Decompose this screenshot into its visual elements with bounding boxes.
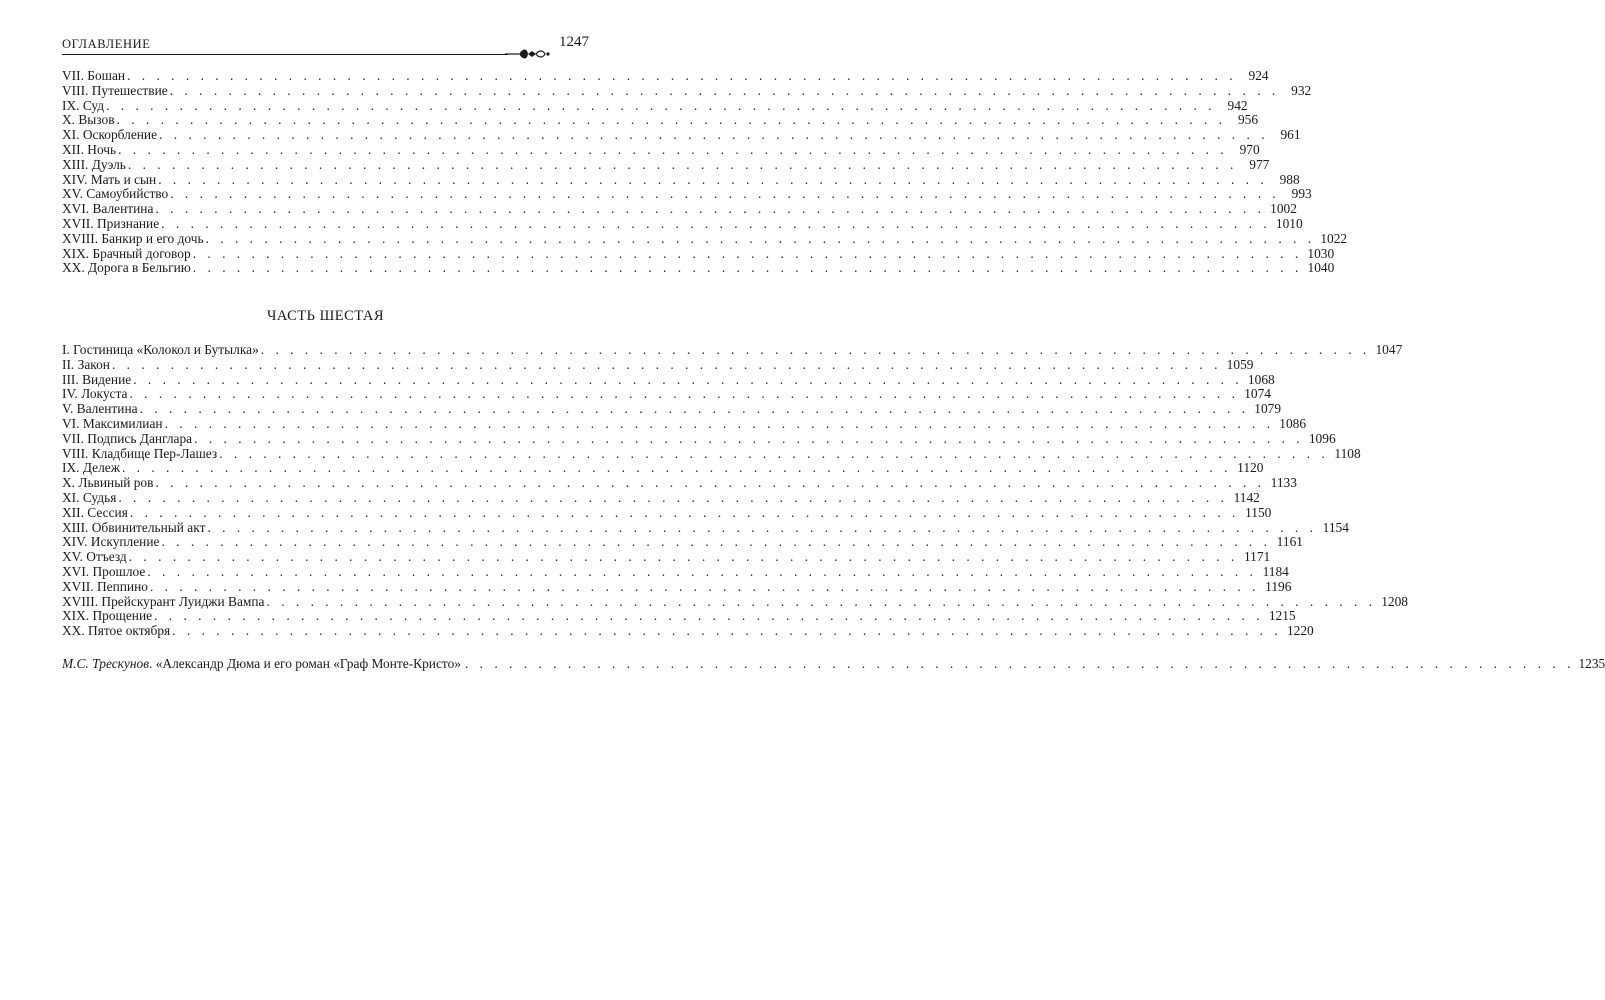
toc-entry-title: VII. Бошан	[62, 68, 126, 83]
epilogue-title: . «Александр Дюма и его роман «Граф Монте-Кристо»	[149, 656, 461, 671]
toc-entry-page: 942	[1227, 97, 1248, 113]
section-heading-part6: ЧАСТЬ ШЕСТАЯ	[266, 308, 385, 324]
toc-part5-tail	[62, 68, 1348, 276]
toc-entry	[62, 504, 1272, 521]
toc-entry	[62, 415, 1307, 432]
toc-entry-title: XIV. Искупление	[62, 534, 160, 550]
toc-entry	[62, 245, 1335, 262]
header-rule	[62, 54, 508, 55]
dot-leader: . . . . . . . . . . . . . . . . . . . . . . . . . . . . . . . . . . . . . . . . . . . . . . . . . . . . . . . . . . . . . . . . . . . . . . . . . . . .	[149, 578, 1260, 594]
toc-entry-page: 1215	[1268, 608, 1296, 624]
toc-entry-page: 1133	[1270, 475, 1297, 491]
toc-entry-title: V. Валентина	[62, 401, 138, 417]
toc-entry	[62, 215, 1303, 232]
dot-leader: . . . . . . . . . . . . . . . . . . . . . . . . . . . . . . . . . . . . . . . . . . . . . . . . . . . . . . . . . . . . . . . . . . . . . . . . . . . .	[169, 82, 1280, 98]
dot-leader: . . . . . . . . . . . . . . . . . . . . . . . . . . . . . . . . . . . . . . . . . . . . . . . . . . . . . . . . . . . . . . . . . . . . . . . . . . . .	[127, 156, 1238, 172]
toc-entry	[62, 201, 1297, 217]
toc-epilogue-entry	[62, 656, 1605, 671]
toc-entry-title: IX. Суд	[62, 97, 105, 113]
dot-leader: . . . . . . . . . . . . . . . . . . . . . . . . . . . . . . . . . . . . . . . . . . . . . . . . . . . . . . . . . . . . . . . . . . . . . . . . . . . .	[192, 260, 1303, 276]
toc-entry-page: 1220	[1286, 623, 1314, 639]
toc-entry	[62, 489, 1260, 506]
header-title: ОГЛАВЛЕНИЕ	[62, 37, 151, 51]
toc-entry	[62, 82, 1312, 99]
epilogue-author: М.С. Трескунов	[62, 656, 150, 671]
dot-leader: . . . . . . . . . . . . . . . . . . . . . . . . . . . . . . . . . . . . . . . . . . . . . . . . . . . . . . . . . . . . . . . . . . . . . . . . . . . .	[194, 430, 1304, 446]
toc-entry-title: XVIII. Банкир и его дочь	[62, 230, 204, 246]
toc-entry-page: 1196	[1265, 578, 1292, 594]
dot-leader: . . . . . . . . . . . . . . . . . . . . . . . . . . . . . . . . . . . . . . . . . . . . . . . . . . . . . . . . . . . . . . . . . . . . . . . . . . . .	[155, 475, 1265, 491]
toc-entry-page: 924	[1248, 68, 1269, 83]
toc-entry-title: VIII. Путешествие	[62, 82, 168, 98]
dot-leader: . . . . . . . . . . . . . . . . . . . . . . . . . . . . . . . . . . . . . . . . . . . . . . . . . . . . . . . . . . . . . . . . . . . . . . . . . . . .	[266, 593, 1376, 609]
toc-entry-page: 1002	[1270, 201, 1297, 217]
toc-entry	[62, 260, 1335, 276]
dot-leader: . . . . . . . . . . . . . . . . . . . . . . . . . . . . . . . . . . . . . . . . . . . . . . . . . . . . . . . . . . . . . . . . . . . . . . . . . . . .	[164, 415, 1275, 431]
toc-entry-title: VI. Максимилиан	[62, 415, 163, 431]
toc-entry-page: 1150	[1245, 504, 1272, 520]
toc-entry-page: 993	[1291, 186, 1312, 202]
toc-entry-title: XII. Ночь	[62, 141, 117, 157]
toc-entry-page: 1142	[1233, 489, 1260, 505]
toc-entry-title: XVI. Валентина	[62, 201, 154, 217]
dot-leader: . . . . . . . . . . . . . . . . . . . . . . . . . . . . . . . . . . . . . . . . . . . . . . . . . . . . . . . . . . . . . . . . . . . . . . . . . . . .	[121, 460, 1232, 476]
toc-entry-title: XIII. Дуэль	[62, 156, 126, 172]
toc-entry	[62, 112, 1259, 128]
toc-entry	[62, 171, 1300, 188]
toc-entry-title: X. Львиный ров	[62, 475, 154, 491]
toc-entry	[62, 97, 1248, 114]
toc-entry	[62, 230, 1348, 247]
toc-entry-page: 1161	[1276, 534, 1303, 550]
toc-entry	[62, 430, 1336, 447]
toc-entry-page: 1022	[1320, 230, 1348, 246]
toc-entry-title: XV. Отъезд	[62, 549, 127, 565]
dot-leader: . . . . . . . . . . . . . . . . . . . . . . . . . . . . . . . . . . . . . . . . . . . . . . . . . . . . . . . . . . . . . . . . . . . . . . . . . . . .	[161, 534, 1271, 550]
toc-entry	[62, 475, 1297, 491]
toc-entry-title: IX. Дележ	[62, 460, 120, 476]
toc-entry-page: 988	[1279, 171, 1300, 187]
toc-entry-title: IV. Локуста	[62, 386, 128, 402]
dot-leader: . . . . . . . . . . . . . . . . . . . . . . . . . . . . . . . . . . . . . . . . . . . . . . . . . . . . . . . . . . . . . . . . . . . . . . . . . . . .	[118, 141, 1228, 157]
toc-entry-page: 956	[1237, 112, 1259, 128]
toc-entry	[62, 127, 1301, 143]
toc-entry	[62, 386, 1271, 402]
dot-leader: . . . . . . . . . . . . . . . . . . . . . . . . . . . . . . . . . . . . . . . . . . . . . . . . . . . . . . . . . . . . . . . . . . . . . . . . . . . .	[192, 245, 1303, 261]
toc-entry	[62, 608, 1296, 624]
toc-entry-title: XVII. Признание	[62, 215, 160, 231]
toc-entry-page: 1096	[1308, 430, 1336, 446]
toc-entry-page: 1010	[1275, 215, 1303, 231]
toc-entry-page: 1208	[1381, 593, 1408, 609]
toc-entry-title: XIX. Брачный договор	[62, 245, 191, 261]
toc-entry-page: 1079	[1254, 401, 1282, 417]
dot-leader: . . . . . . . . . . . . . . . . . . . . . . . . . . . . . . . . . . . . . . . . . . . . . . . . . . . . . . . . . . . . . . . . . . . . . . . . . . . .	[172, 623, 1282, 639]
toc-entry	[62, 534, 1303, 550]
toc-entry-title: III. Видение	[62, 371, 132, 387]
dot-leader: . . . . . . . . . . . . . . . . . . . . . . . . . . . . . . . . . . . . . . . . . . . . . . . . . . . . . . . . . . . . . . . . . . . . . . . . . . . .	[464, 656, 1575, 671]
toc-entry	[62, 156, 1270, 173]
dot-leader: . . . . . . . . . . . . . . . . . . . . . . . . . . . . . . . . . . . . . . . . . . . . . . . . . . . . . . . . . . . . . . . . . . . . . . . . . . . .	[205, 230, 1316, 246]
toc-entry	[62, 445, 1361, 462]
dot-leader: . . . . . . . . . . . . . . . . . . . . . . . . . . . . . . . . . . . . . . . . . . . . . . . . . . . . . . . . . . . . . . . . . . . . . . . . . . . .	[219, 445, 1329, 461]
toc-entry	[62, 578, 1292, 595]
toc-entry-title: VII. Подпись Данглара	[62, 430, 193, 446]
dot-leader: . . . . . . . . . . . . . . . . . . . . . . . . . . . . . . . . . . . . . . . . . . . . . . . . . . . . . . . . . . . . . . . . . . . . . . . . . . . .	[118, 489, 1228, 505]
toc-entry-title: XX. Дорога в Бельгию	[62, 260, 191, 276]
toc-entry-page: 1068	[1247, 371, 1275, 387]
dot-leader: . . . . . . . . . . . . . . . . . . . . . . . . . . . . . . . . . . . . . . . . . . . . . . . . . . . . . . . . . . . . . . . . . . . . . . . . . . . .	[158, 171, 1268, 187]
dot-leader: . . . . . . . . . . . . . . . . . . . . . . . . . . . . . . . . . . . . . . . . . . . . . . . . . . . . . . . . . . . . . . . . . . . . . . . . . . . .	[154, 608, 1264, 624]
toc-entry-title: XIII. Обвинительный акт	[62, 519, 206, 535]
running-header	[62, 34, 589, 56]
toc-entry-title: XIX. Прощение	[62, 608, 153, 624]
toc-entry	[62, 356, 1254, 373]
dot-leader: . . . . . . . . . . . . . . . . . . . . . . . . . . . . . . . . . . . . . . . . . . . . . . . . . . . . . . . . . . . . . . . . . . . . . . . . . . . .	[170, 186, 1280, 202]
dot-leader: . . . . . . . . . . . . . . . . . . . . . . . . . . . . . . . . . . . . . . . . . . . . . . . . . . . . . . . . . . . . . . . . . . . . . . . . . . . .	[133, 371, 1243, 387]
dot-leader: . . . . . . . . . . . . . . . . . . . . . . . . . . . . . . . . . . . . . . . . . . . . . . . . . . . . . . . . . . . . . . . . . . . . . . . . . . . .	[129, 504, 1240, 520]
page-number: 1247	[559, 34, 589, 50]
toc-entry-page: 961	[1280, 127, 1301, 143]
toc-entry	[62, 460, 1264, 476]
dot-leader: . . . . . . . . . . . . . . . . . . . . . . . . . . . . . . . . . . . . . . . . . . . . . . . . . . . . . . . . . . . . . . . . . . . . . . . . . . . .	[127, 68, 1237, 83]
toc-entry	[62, 593, 1408, 610]
toc-entry-title: XI. Судья	[62, 489, 117, 505]
toc-entry-page: 1086	[1279, 415, 1307, 431]
toc-entry-page: 977	[1249, 156, 1270, 172]
toc-entry	[62, 371, 1275, 388]
toc-entry-page: 932	[1291, 82, 1312, 98]
toc-entry	[62, 549, 1271, 565]
toc-entry-title: XV. Самоубийство	[62, 186, 169, 202]
toc-entry-page: 1154	[1322, 519, 1349, 535]
toc-entry-page: 1120	[1237, 460, 1264, 476]
dot-leader: . . . . . . . . . . . . . . . . . . . . . . . . . . . . . . . . . . . . . . . . . . . . . . . . . . . . . . . . . . . . . . . . . . . . . . . . . . . .	[161, 215, 1271, 231]
toc-entry	[62, 563, 1289, 580]
toc-entry	[62, 141, 1260, 158]
toc-entry-title: I. Гостиница «Колокол и Бутылка»	[62, 342, 259, 357]
toc-entry-page: 1030	[1307, 245, 1335, 261]
toc-part6	[62, 342, 1408, 639]
toc-entry	[62, 68, 1269, 84]
toc-entry-page: 1047	[1375, 342, 1403, 357]
ornament-icon	[505, 47, 551, 61]
dot-leader: . . . . . . . . . . . . . . . . . . . . . . . . . . . . . . . . . . . . . . . . . . . . . . . . . . . . . . . . . . . . . . . . . . . . . . . . . . . .	[155, 201, 1265, 217]
toc-entry-title: XVIII. Прейскурант Луиджи Вампа	[62, 593, 265, 609]
toc-entry-title: XX. Пятое октября	[62, 623, 171, 639]
toc-entry-title: XVII. Пеппино	[62, 578, 148, 594]
dot-leader: . . . . . . . . . . . . . . . . . . . . . . . . . . . . . . . . . . . . . . . . . . . . . . . . . . . . . . . . . . . . . . . . . . . . . . . . . . . .	[128, 549, 1239, 565]
dot-leader: . . . . . . . . . . . . . . . . . . . . . . . . . . . . . . . . . . . . . . . . . . . . . . . . . . . . . . . . . . . . . . . . . . . . . . . . . . . .	[207, 519, 1317, 535]
dot-leader: . . . . . . . . . . . . . . . . . . . . . . . . . . . . . . . . . . . . . . . . . . . . . . . . . . . . . . . . . . . . . . . . . . . . . . . . . . . .	[129, 386, 1239, 402]
toc-entry-title: XII. Сессия	[62, 504, 128, 520]
dot-leader: . . . . . . . . . . . . . . . . . . . . . . . . . . . . . . . . . . . . . . . . . . . . . . . . . . . . . . . . . . . . . . . . . . . . . . . . . . . .	[116, 112, 1227, 128]
toc-entry	[62, 623, 1314, 639]
toc-entry-title: X. Вызов	[62, 112, 115, 128]
dot-leader: . . . . . . . . . . . . . . . . . . . . . . . . . . . . . . . . . . . . . . . . . . . . . . . . . . . . . . . . . . . . . . . . . . . . . . . . . . . .	[106, 97, 1216, 113]
toc-entry-page: 1040	[1307, 260, 1335, 276]
toc-entry-page: 1108	[1334, 445, 1361, 461]
epilogue-page: 1235	[1578, 656, 1605, 671]
toc-entry-page: 970	[1239, 141, 1260, 157]
toc-entry-title: XIV. Мать и сын	[62, 171, 157, 187]
toc-entry-title: XI. Оскорбление	[62, 127, 158, 143]
dot-leader: . . . . . . . . . . . . . . . . . . . . . . . . . . . . . . . . . . . . . . . . . . . . . . . . . . . . . . . . . . . . . . . . . . . . . . . . . . . .	[147, 563, 1257, 579]
toc-entry-page: 1059	[1226, 356, 1254, 372]
dot-leader: . . . . . . . . . . . . . . . . . . . . . . . . . . . . . . . . . . . . . . . . . . . . . . . . . . . . . . . . . . . . . . . . . . . . . . . . . . . .	[260, 342, 1371, 357]
toc-entry-title: VIII. Кладбище Пер-Лашез	[62, 445, 218, 461]
dot-leader: . . . . . . . . . . . . . . . . . . . . . . . . . . . . . . . . . . . . . . . . . . . . . . . . . . . . . . . . . . . . . . . . . . . . . . . . . . . .	[111, 356, 1222, 372]
toc-entry	[62, 186, 1312, 202]
dot-leader: . . . . . . . . . . . . . . . . . . . . . . . . . . . . . . . . . . . . . . . . . . . . . . . . . . . . . . . . . . . . . . . . . . . . . . . . . . . .	[139, 401, 1250, 417]
toc-entry	[62, 519, 1349, 536]
toc-entry-page: 1074	[1244, 386, 1271, 402]
toc-entry	[62, 342, 1403, 358]
toc-entry-title: II. Закон	[62, 356, 110, 372]
toc-entry	[62, 401, 1282, 417]
toc-entry-title: XVI. Прошлое	[62, 563, 146, 579]
toc-entry-page: 1171	[1243, 549, 1271, 565]
dot-leader: . . . . . . . . . . . . . . . . . . . . . . . . . . . . . . . . . . . . . . . . . . . . . . . . . . . . . . . . . . . . . . . . . . . . . . . . . . . .	[159, 127, 1269, 143]
toc-entry-page: 1184	[1262, 563, 1289, 579]
